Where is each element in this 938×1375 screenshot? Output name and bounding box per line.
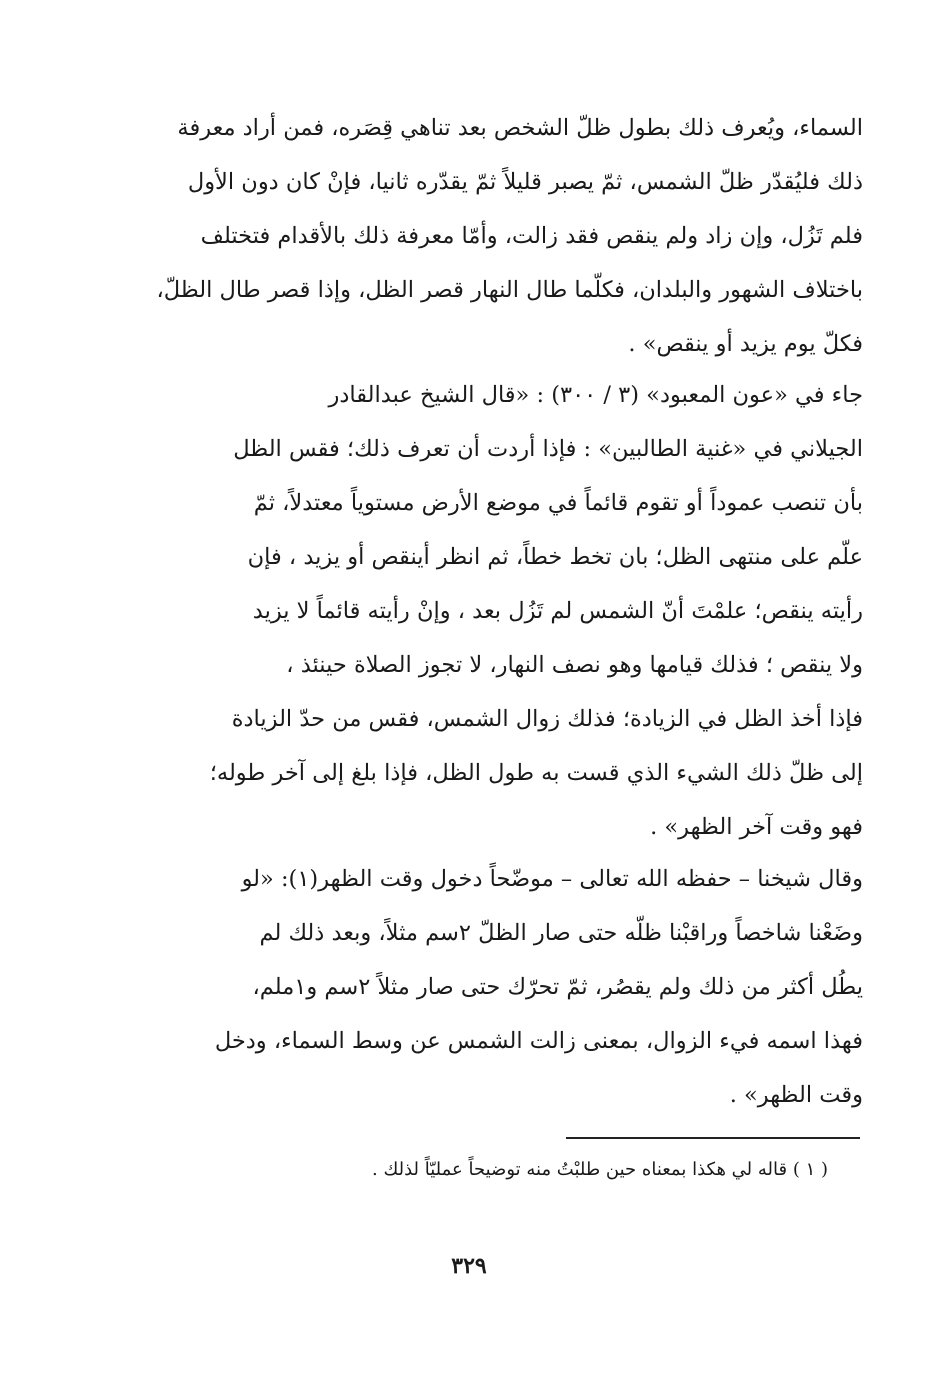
paragraph-3 [98,852,863,1122]
text-line: السماء، ويُعرف ذلك بطول ظلّ الشخص بعد تناهي قِصَره، فمن أراد معرفة [177,115,863,141]
text-line: وضَعْنا شاخصاً وراقبْنا ظلّه حتى صار الظلّ ٢سم مثلاً، وبعد ذلك لم [259,920,863,946]
paragraph-1 [98,101,863,371]
text-line: فهو وقت آخر الظهر» . [650,814,863,840]
text-line: بأن تنصب عموداً أو تقوم قائماً في موضع الأرض مستوياً معتدلاً، ثمّ [253,490,863,516]
text-line: وقت الظهر» . [729,1082,863,1108]
text-line: جاء في «عون المعبود» (٣ / ٣٠٠) : «قال الشيخ عبدالقادر [328,382,863,408]
text-line: وقال شيخنا – حفظه الله تعالى – موضّحاً دخول وقت الظهر(١): «لو [241,866,863,892]
paragraph-2 [98,368,863,854]
text-line: يطُل أكثر من ذلك ولم يقصُر، ثمّ تحرّك حتى صار مثلاً ٢سم و١ملم، [252,974,863,1000]
text-line: فكلّ يوم يزيد أو ينقص» . [628,331,863,357]
text-line: رأيته ينقص؛ علمْتَ أنّ الشمس لم تَزُل بعد ، وإنْ رأيته قائماً لا يزيد [252,598,863,624]
text-line: فهذا اسمه فيء الزوال، بمعنى زالت الشمس عن وسط السماء، ودخل [214,1028,863,1054]
text-line: باختلاف الشهور والبلدان، فكلّما طال النهار قصر الظل، وإذا قصر طال الظلّ، [156,277,863,303]
text-line: ولا ينقص ؛ فذلك قيامها وهو نصف النهار، لا تجوز الصلاة حينئذ ، [286,652,863,678]
text-line: فإذا أخذ الظل في الزيادة؛ فذلك زوال الشمس، فقس من حدّ الزيادة [231,706,863,732]
text-line: الجيلاني في «غنية الطالبين» : فإذا أردت أن تعرف ذلك؛ فقس الظل [233,436,863,462]
footnote: ( ١ ) قاله لي هكذا بمعناه حين طلبْتُ منه توضيحاً عمليّاً لذلك . [372,1159,828,1180]
text-line: علّم على منتهى الظل؛ بان تخط خطاً، ثم انظر أينقص أو يزيد ، فإن [247,544,863,570]
text-line: إلى ظلّ ذلك الشيء الذي قست به طول الظل، فإذا بلغ إلى آخر طوله؛ [209,760,863,786]
text-line: ذلك فليُقدّر ظلّ الشمس، ثمّ يصبر قليلاً ثمّ يقدّره ثانيا، فإنْ كان دون الأول [187,169,863,195]
page-number: ٣٢٩ [451,1253,487,1279]
text-line: فلم تَزُل، وإن زاد ولم ينقص فقد زالت، وأمّا معرفة ذلك بالأقدام فتختلف [200,223,863,249]
footnote-separator [566,1137,860,1139]
